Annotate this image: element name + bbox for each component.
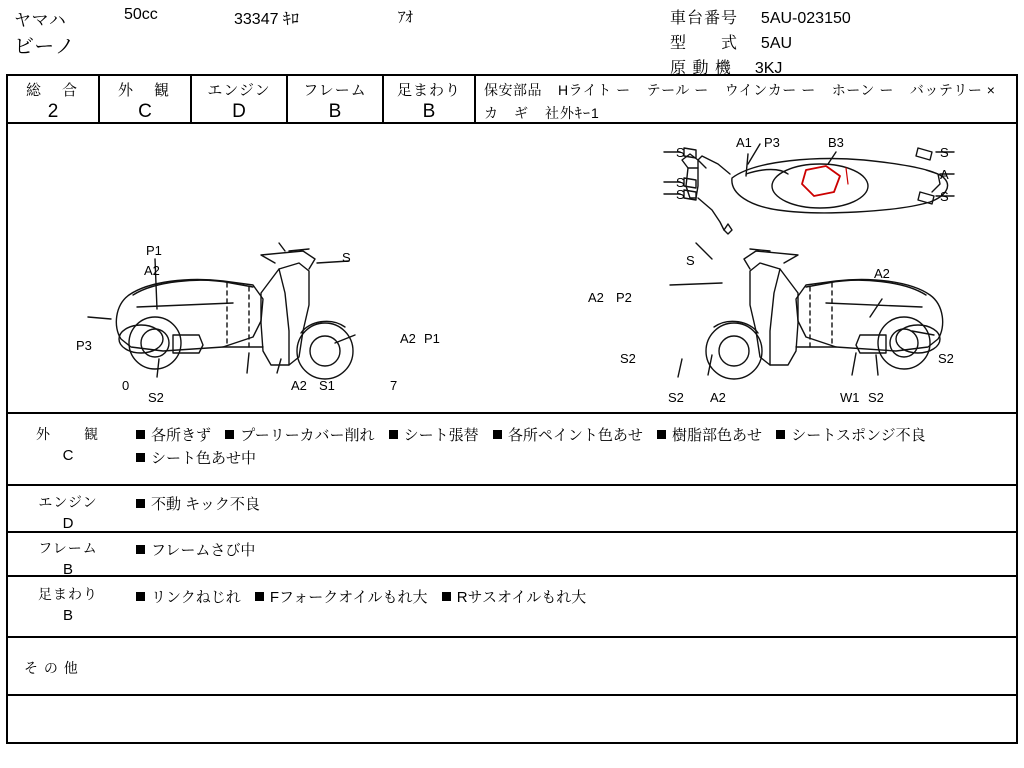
condition-items xyxy=(136,533,1016,570)
damage-diagram-svg xyxy=(8,122,1016,410)
label-P3-top: P3 xyxy=(764,135,780,150)
label-S-top5: S xyxy=(940,189,949,204)
safety-part-mark: ー xyxy=(616,82,631,98)
condition-item xyxy=(136,424,211,447)
label-P3-left: P3 xyxy=(76,338,92,353)
label-S2-left: S2 xyxy=(148,390,164,405)
chassis-number-value: 5AU-023150 xyxy=(760,10,851,27)
condition-item-text: リンクねじれ xyxy=(151,589,241,606)
label-A2-right-bottom: A2 xyxy=(710,390,726,405)
label-S-top2: S xyxy=(676,175,685,190)
condition-item-text: シートスポンジ不良 xyxy=(791,427,926,444)
katashiki-value: 5AU xyxy=(760,35,793,52)
label-0-left: 0 xyxy=(122,378,130,393)
grade-label: 足まわり xyxy=(396,82,461,99)
label-S2-right-far: S2 xyxy=(938,351,954,366)
safety-part-name: ウインカー xyxy=(724,82,797,98)
condition-item-text: シート張替 xyxy=(403,427,479,444)
engine-label: 原 動 機 xyxy=(670,60,732,77)
condition-item-text: Rサスオイルもれ大 xyxy=(456,589,587,606)
condition-category xyxy=(8,486,128,532)
bullet-square-icon xyxy=(776,430,785,439)
safety-part-mark: ー xyxy=(694,82,709,98)
condition-item xyxy=(136,586,241,609)
grade-cell-overall xyxy=(8,76,100,124)
label-S2-right-lower: S2 xyxy=(668,390,684,405)
safety-title: 保安部品 xyxy=(484,82,542,98)
label-7-left: 7 xyxy=(390,378,398,393)
label-W1-right: W1 xyxy=(840,390,860,405)
condition-category-name: 足まわり xyxy=(38,586,98,602)
header-block xyxy=(6,2,1018,77)
bullet-square-icon xyxy=(136,453,145,462)
label-A2-left-right: A2 xyxy=(400,331,416,346)
condition-category xyxy=(8,533,128,578)
safety-part-mark: ー xyxy=(801,82,816,98)
condition-category-name: エンジン xyxy=(38,494,98,510)
bullet-square-icon xyxy=(136,545,145,554)
bullet-square-icon xyxy=(225,430,234,439)
bullet-square-icon xyxy=(136,430,145,439)
condition-items xyxy=(136,414,1016,479)
maker-name: ヤマハ xyxy=(14,11,67,30)
label-P1-left-right: P1 xyxy=(424,331,440,346)
condition-item-text: 各所きず xyxy=(151,427,212,444)
key-line xyxy=(476,100,1016,123)
chassis-number-label: 車台番号 xyxy=(670,10,739,27)
condition-category xyxy=(8,577,128,624)
bullet-square-icon xyxy=(442,592,451,601)
condition-items xyxy=(136,577,1016,617)
label-A2-right-upper: A2 xyxy=(874,266,890,281)
grade-label: エンジン xyxy=(207,82,271,99)
blank-note-box xyxy=(6,696,1018,744)
left-view-labels xyxy=(76,243,440,405)
label-P2-right: P2 xyxy=(616,290,632,305)
right-side-scooter xyxy=(670,243,943,379)
bullet-square-icon xyxy=(136,499,145,508)
label-A2-right-top: A2 xyxy=(588,290,604,305)
condition-item xyxy=(136,447,256,470)
safety-part-mark: ー xyxy=(879,82,894,98)
right-view-labels xyxy=(588,253,954,405)
label-S2-right-upper: S2 xyxy=(620,351,636,366)
label-S1-left: S1 xyxy=(319,378,335,393)
safety-part-mark: × xyxy=(986,82,996,98)
grade-value: B xyxy=(422,101,436,122)
condition-item-text: 各所ペイント色あせ xyxy=(507,427,643,444)
safety-part-name: バッテリー xyxy=(909,82,983,98)
label-A2-left-top: A2 xyxy=(144,263,160,278)
condition-row-frame xyxy=(6,533,1018,577)
mileage: 33347 ｷﾛ xyxy=(234,11,299,28)
key-label: カ ギ xyxy=(484,105,529,121)
top-view-scooter xyxy=(664,144,954,234)
condition-category-grade: B xyxy=(62,561,73,578)
condition-row-other xyxy=(6,638,1018,696)
other-label: そ の 他 xyxy=(24,660,79,676)
safety-parts-line xyxy=(476,76,1016,100)
katashiki-label: 型 式 xyxy=(670,35,739,52)
grade-label: フレーム xyxy=(303,82,367,99)
condition-item xyxy=(389,424,479,447)
condition-item xyxy=(657,424,762,447)
safety-part-name: テール xyxy=(646,82,690,98)
condition-item-text: 樹脂部色あせ xyxy=(672,427,763,444)
grade-label: 総 合 xyxy=(25,82,80,99)
label-A2-left-bottom: A2 xyxy=(291,378,307,393)
model-name: ビーノ xyxy=(14,36,76,58)
katashiki-row xyxy=(670,30,792,53)
label-S-top4: S xyxy=(940,145,949,160)
condition-row-exterior xyxy=(6,414,1018,486)
grade-cell-engine xyxy=(192,76,288,124)
bullet-square-icon xyxy=(255,592,264,601)
condition-item xyxy=(776,424,925,447)
chassis-number-row xyxy=(670,5,851,28)
left-side-scooter xyxy=(88,243,355,379)
label-S2-right-bottom: S2 xyxy=(868,390,884,405)
grade-cell-exterior xyxy=(100,76,192,124)
condition-item xyxy=(225,424,374,447)
condition-item-text: 不動 キック不良 xyxy=(151,496,260,513)
condition-item xyxy=(136,493,260,516)
condition-row-engine xyxy=(6,486,1018,533)
bullet-square-icon xyxy=(657,430,666,439)
grade-value: 2 xyxy=(47,101,59,122)
condition-row-suspension xyxy=(6,577,1018,638)
body-color: ｱｵ xyxy=(398,9,414,26)
other-category xyxy=(8,638,148,678)
label-B3: B3 xyxy=(828,135,844,150)
label-A1: A1 xyxy=(736,135,752,150)
condition-category-name: 外 観 xyxy=(36,426,100,442)
condition-item-text: フレームさび中 xyxy=(151,542,256,559)
safety-part-name: ホーン xyxy=(831,82,875,98)
key-value: 社外ｷｰ1 xyxy=(545,105,600,121)
condition-item-text: シート色あせ中 xyxy=(151,450,257,468)
engine-value: 3KJ xyxy=(754,60,783,77)
condition-item-text: プーリーカバー削れ xyxy=(240,427,375,444)
bullet-square-icon xyxy=(136,592,145,601)
label-S-top3: S xyxy=(676,187,685,202)
condition-item xyxy=(493,424,643,447)
other-items xyxy=(136,638,1016,664)
condition-category-grade: B xyxy=(62,607,73,624)
safety-parts-block xyxy=(476,76,1018,124)
label-S-top1: S xyxy=(676,145,685,160)
condition-category-name: フレーム xyxy=(38,540,98,556)
condition-category-grade: C xyxy=(62,447,74,464)
condition-item xyxy=(255,586,428,609)
label-A-top: A xyxy=(940,167,949,182)
label-S-right: S xyxy=(686,253,695,268)
condition-item-text: Fフォークオイルもれ大 xyxy=(269,589,428,606)
damage-diagram-area xyxy=(6,122,1018,414)
label-S-left: S xyxy=(342,250,351,265)
bullet-square-icon xyxy=(493,430,502,439)
condition-item xyxy=(442,586,586,609)
grade-cell-suspension xyxy=(384,76,476,124)
bullet-square-icon xyxy=(389,430,398,439)
condition-category xyxy=(8,414,128,464)
grade-value: C xyxy=(138,101,152,122)
grade-label: 外 観 xyxy=(117,82,172,99)
grade-value: D xyxy=(232,101,246,122)
label-P1-left: P1 xyxy=(146,243,162,258)
grade-value: B xyxy=(328,101,342,122)
condition-items xyxy=(136,486,1016,524)
grade-table xyxy=(6,74,1018,122)
safety-part-name: Hライト xyxy=(558,82,612,98)
condition-item xyxy=(136,539,255,562)
displacement: 50cc xyxy=(124,6,158,23)
condition-category-grade: D xyxy=(62,515,74,532)
grade-cell-frame xyxy=(288,76,384,124)
